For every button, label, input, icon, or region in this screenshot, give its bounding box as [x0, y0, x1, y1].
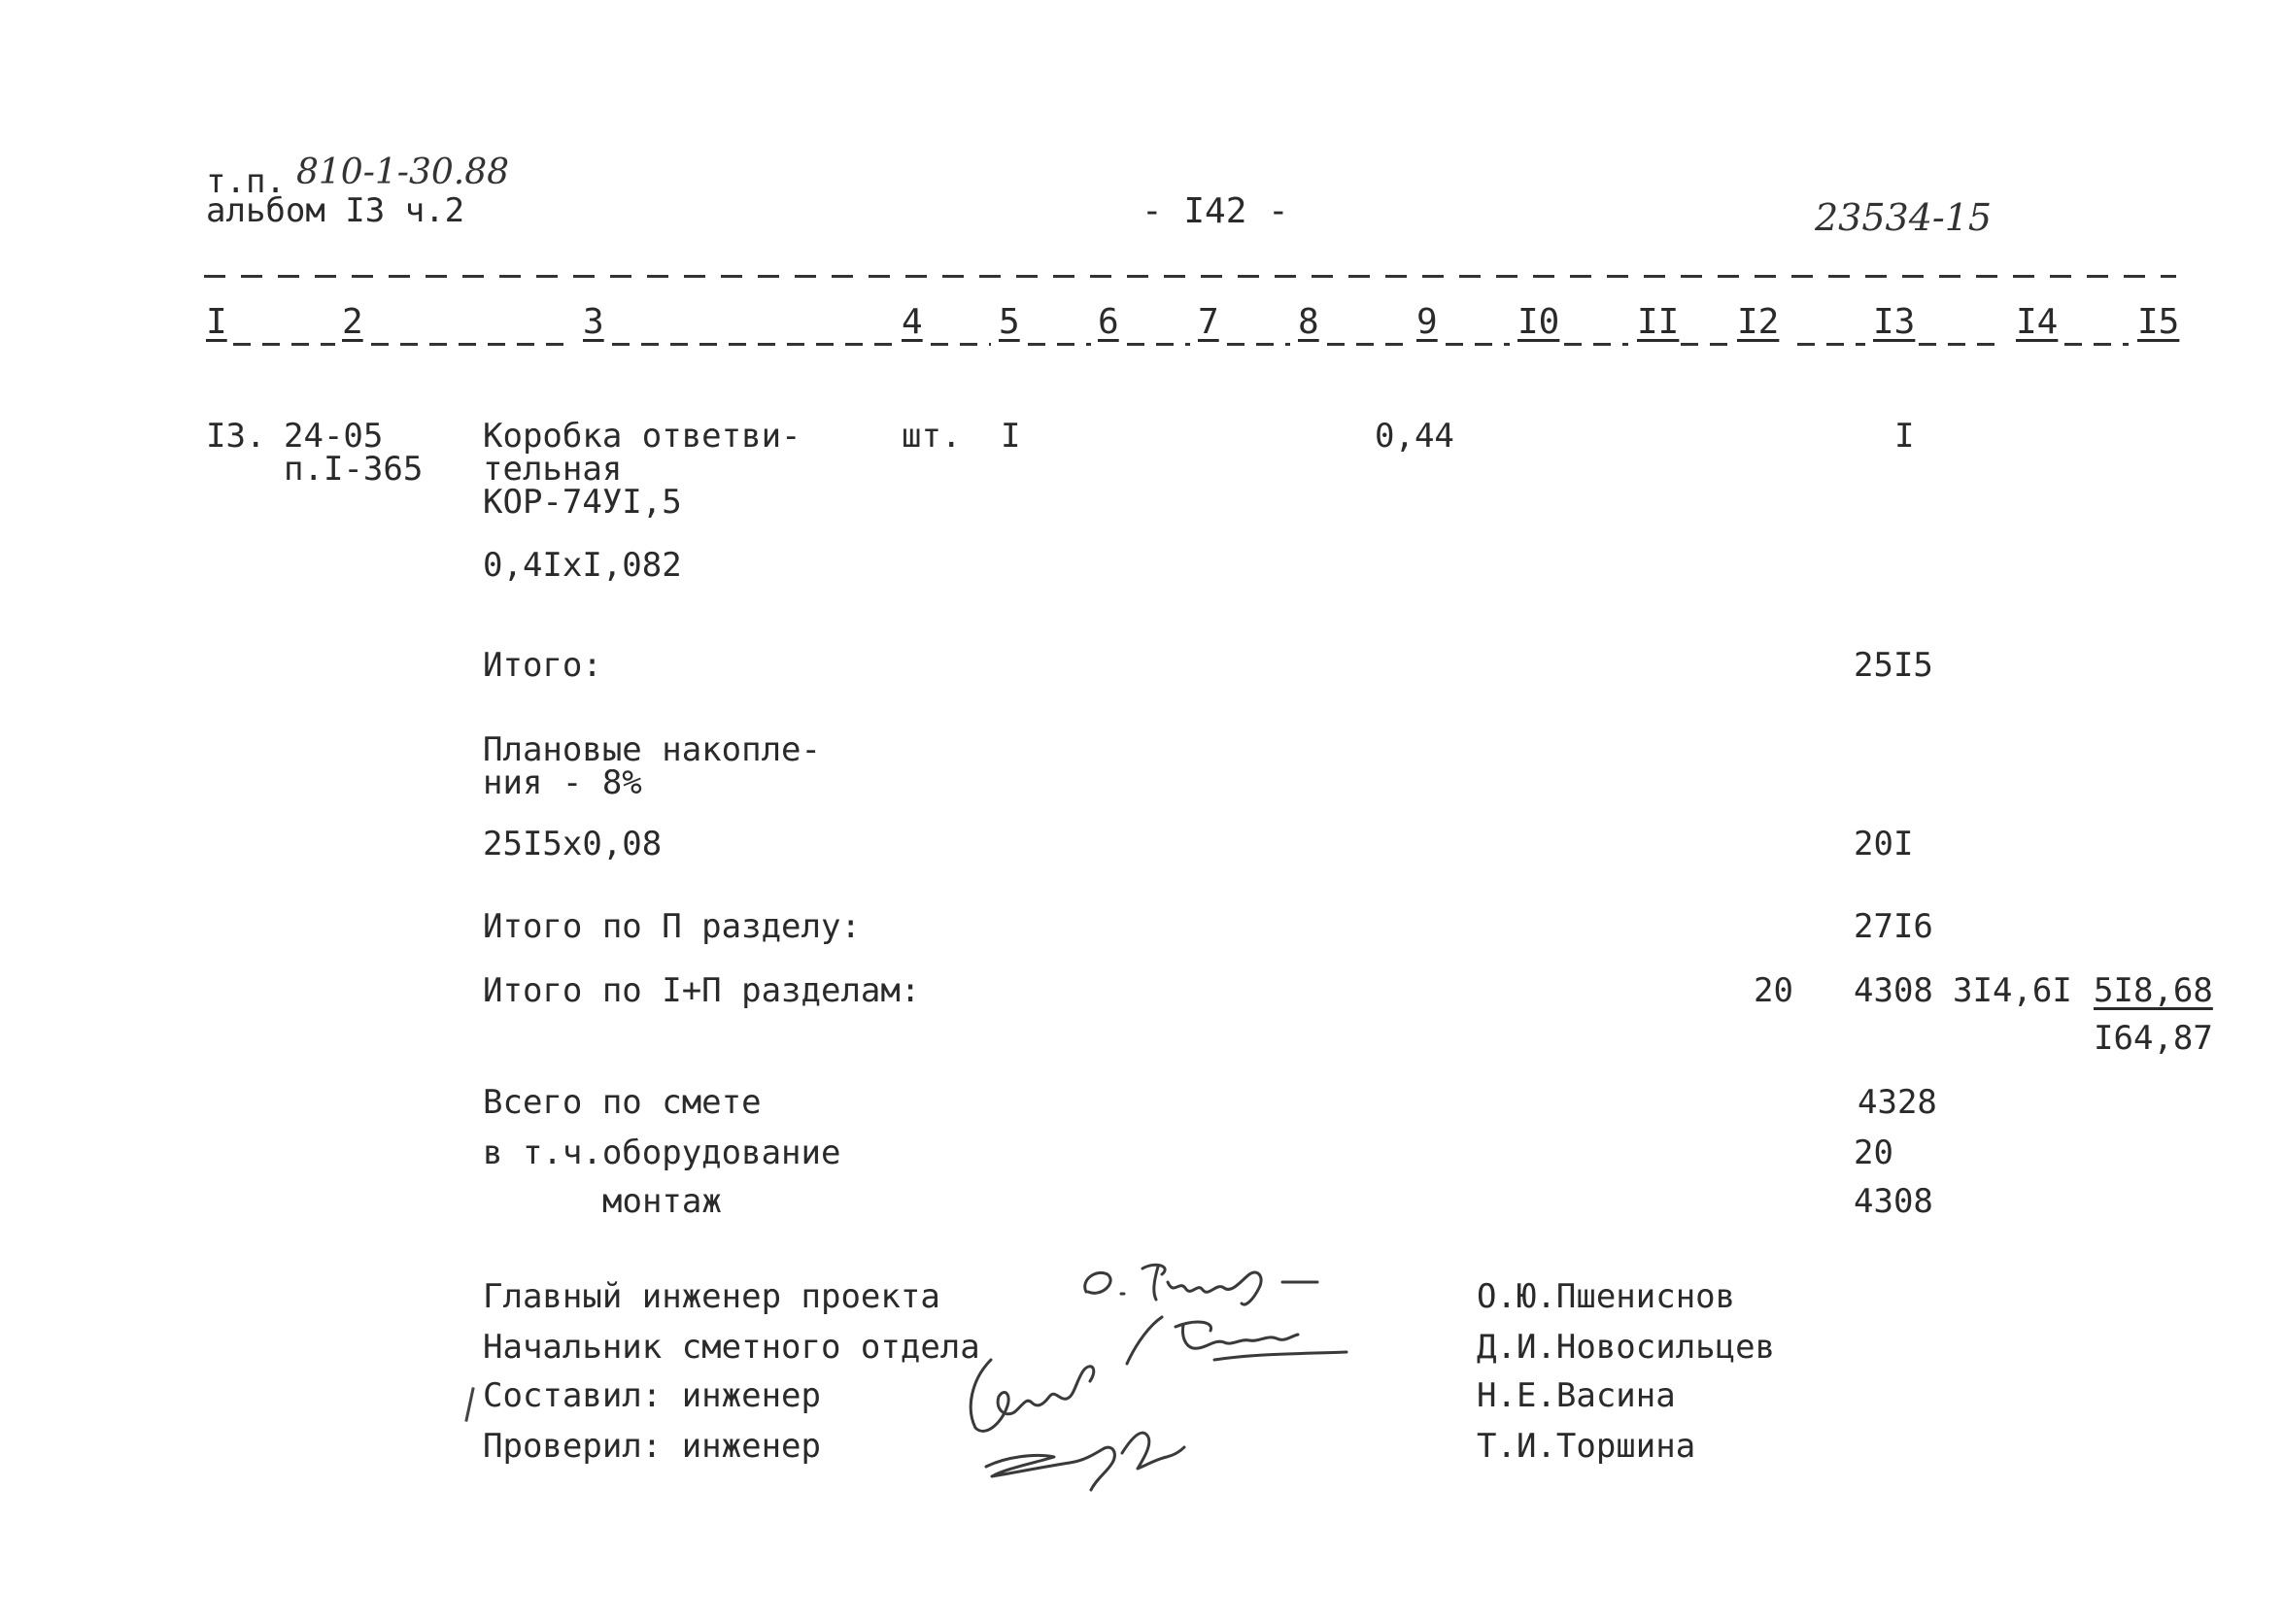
col-number: I [206, 302, 227, 342]
section12-col14: 3I4,6I [1953, 971, 2072, 1010]
col-divider [612, 343, 894, 346]
col-divider [233, 343, 335, 346]
item-code: 24-05 [284, 417, 384, 456]
equipment-label: в т.ч.оборудование [483, 1133, 841, 1172]
col-divider [1564, 343, 1628, 346]
col-divider [1028, 343, 1091, 346]
itogo-value: 25I5 [1854, 646, 1933, 685]
mounting-value: 4308 [1854, 1182, 1933, 1221]
col-number: 6 [1098, 302, 1119, 342]
col-divider [1919, 343, 2006, 346]
col-number: I4 [2016, 302, 2059, 342]
mounting-label: монтаж [602, 1182, 722, 1221]
col-number: I2 [1737, 302, 1780, 342]
signature-chief-engineer [1078, 1253, 1389, 1311]
section12-col15-bottom: I64,87 [2094, 1019, 2213, 1058]
plan-label: Плановые накопле- [483, 730, 821, 769]
col-divider [1797, 343, 1865, 346]
col-number: 4 [902, 302, 923, 342]
plan-value: 20I [1854, 825, 1914, 863]
item-calc: 0,4IxI,082 [483, 546, 682, 585]
section2-label: Итого по П разделу: [483, 907, 861, 946]
album-label: альбом I3 ч.2 [206, 191, 465, 230]
item-name: тельная [483, 450, 623, 489]
col-number: 8 [1298, 302, 1319, 342]
item-col9: 0,44 [1375, 417, 1454, 456]
doc-code: 23534-15 [1815, 196, 1993, 239]
signer-role: Составил: инженер [483, 1376, 821, 1415]
signature-checker [976, 1408, 1210, 1506]
signer-role: Начальник сметного отдела [483, 1328, 980, 1367]
itogo-label: Итого: [483, 646, 602, 685]
section12-col15-top: 5I8,68 [2094, 971, 2213, 1010]
equipment-value: 20 [1854, 1133, 1893, 1172]
estimate-value: 4328 [1858, 1083, 1937, 1122]
section2-value: 27I6 [1854, 907, 1933, 946]
col-number: 9 [1416, 302, 1438, 342]
estimate-label: Всего по смете [483, 1083, 762, 1122]
item-qty: I [1001, 417, 1021, 456]
col-divider [2064, 343, 2129, 346]
section12-col12: 20 [1754, 971, 1793, 1010]
tp-number: 810-1-30.88 [296, 152, 510, 192]
plan-calc: 25I5x0,08 [483, 825, 663, 863]
col-divider [1327, 343, 1410, 346]
col-number: 2 [342, 302, 363, 342]
header-divider [204, 275, 2176, 278]
item-code: п.I-365 [284, 450, 424, 489]
signer-role: Проверил: инженер [483, 1427, 821, 1466]
col-divider [1681, 343, 1727, 346]
signer-name: О.Ю.Пшениснов [1477, 1277, 1736, 1316]
margin-tick [464, 1387, 474, 1422]
col-number: I0 [1517, 302, 1560, 342]
page-number: - I42 - [1142, 191, 1289, 231]
item-unit: шт. [902, 417, 962, 456]
tp-prefix: т.п. [206, 162, 286, 201]
item-name: КОР-74УI,5 [483, 483, 682, 522]
plan-label: ния - 8% [483, 763, 642, 802]
signer-role: Главный инженер проекта [483, 1277, 940, 1316]
section12-label: Итого по I+П разделам: [483, 971, 921, 1010]
col-divider [931, 343, 991, 346]
col-number: 7 [1198, 302, 1219, 342]
section12-col13: 4308 [1854, 971, 1933, 1010]
col-divider [1227, 343, 1290, 346]
signer-name: Н.Е.Васина [1477, 1376, 1676, 1415]
col-divider [1127, 343, 1190, 346]
signer-name: Д.И.Новосильцев [1477, 1328, 1776, 1367]
col-divider [1446, 343, 1510, 346]
col-divider [371, 343, 575, 346]
item-name: Коробка ответви- [483, 417, 801, 456]
col-number: 3 [583, 302, 604, 342]
item-col13: I [1894, 417, 1915, 456]
col-number: II [1637, 302, 1680, 342]
col-number: I3 [1873, 302, 1916, 342]
col-number: I5 [2137, 302, 2180, 342]
col-number: 5 [999, 302, 1020, 342]
signer-name: Т.И.Торшина [1477, 1427, 1696, 1466]
item-number: I3. [206, 417, 266, 456]
